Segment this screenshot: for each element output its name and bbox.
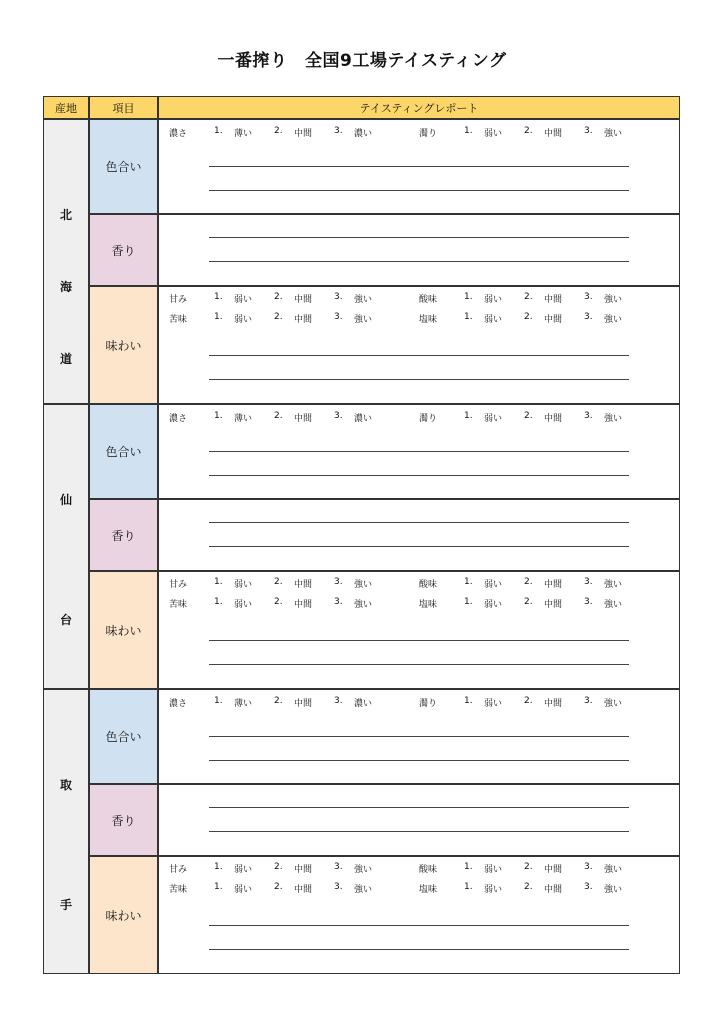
taste-option-o2[interactable]: 2. xyxy=(524,862,533,872)
aroma-write-line[interactable] xyxy=(209,522,629,523)
taste-option-o3[interactable]: 3. xyxy=(334,312,343,322)
report-taste[interactable] xyxy=(158,286,680,404)
taste-option-o2[interactable]: 2. xyxy=(524,577,533,587)
color-option-t3[interactable]: 濃い xyxy=(354,699,373,709)
color-option-o2[interactable]: 2. xyxy=(274,696,283,706)
taste-option-t2[interactable]: 中間 xyxy=(294,600,313,610)
color-option-o3[interactable]: 3. xyxy=(584,126,593,136)
item-taste: 味わい xyxy=(89,286,158,404)
color-option-t1[interactable]: 薄い xyxy=(234,414,253,424)
taste-option-t1[interactable]: 弱い xyxy=(234,600,253,610)
taste-option-t1[interactable]: 弱い xyxy=(484,600,503,610)
report-aroma[interactable] xyxy=(158,784,680,856)
taste-option-label: 苦味 xyxy=(169,885,188,895)
taste-option-label: 甘み xyxy=(169,295,188,305)
color-option-t2[interactable]: 中間 xyxy=(544,414,563,424)
taste-option-o3[interactable]: 3. xyxy=(334,292,343,302)
color-option-label: 濁り xyxy=(419,129,438,139)
taste-option-label: 塩味 xyxy=(419,885,438,895)
taste-option-o2[interactable]: 2. xyxy=(274,882,283,892)
taste-option-label: 酸味 xyxy=(419,295,438,305)
report-color[interactable] xyxy=(158,404,680,499)
item-aroma: 香り xyxy=(89,784,158,856)
taste-option-label: 甘み xyxy=(169,580,188,590)
color-option-t1[interactable]: 薄い xyxy=(234,129,253,139)
item-aroma: 香り xyxy=(89,499,158,571)
region-char: 仙 xyxy=(59,493,72,507)
color-option-t1[interactable]: 薄い xyxy=(234,699,253,709)
tasting-sheet xyxy=(43,96,680,975)
color-option-label: 濃さ xyxy=(169,414,188,424)
taste-option-o1[interactable]: 1. xyxy=(464,597,473,607)
color-write-line[interactable] xyxy=(209,760,629,761)
taste-option-t3[interactable]: 強い xyxy=(354,580,373,590)
region-char: 台 xyxy=(59,613,72,627)
taste-option-t3[interactable]: 強い xyxy=(604,885,623,895)
aroma-write-line[interactable] xyxy=(209,546,629,547)
color-option-o2[interactable]: 2. xyxy=(274,411,283,421)
taste-option-t3[interactable]: 強い xyxy=(354,295,373,305)
report-color[interactable] xyxy=(158,689,680,784)
item-color: 色合い xyxy=(89,119,158,214)
color-option-o1[interactable]: 1. xyxy=(464,126,473,136)
region-char: 道 xyxy=(59,352,72,366)
taste-option-o2[interactable]: 2. xyxy=(524,292,533,302)
color-option-label: 濃さ xyxy=(169,699,188,709)
taste-option-t1[interactable]: 弱い xyxy=(484,315,503,325)
color-write-line[interactable] xyxy=(209,166,629,167)
taste-option-label: 塩味 xyxy=(419,600,438,610)
color-write-line[interactable] xyxy=(209,736,629,737)
region-char: 北 xyxy=(59,208,72,222)
taste-option-t1[interactable]: 弱い xyxy=(234,295,253,305)
taste-option-t1[interactable]: 弱い xyxy=(234,315,253,325)
taste-option-o3[interactable]: 3. xyxy=(584,597,593,607)
item-taste: 味わい xyxy=(89,856,158,974)
taste-option-t2[interactable]: 中間 xyxy=(544,865,563,875)
taste-option-t2[interactable]: 中間 xyxy=(294,315,313,325)
taste-option-label: 甘み xyxy=(169,865,188,875)
taste-option-label: 苦味 xyxy=(169,600,188,610)
taste-option-t3[interactable]: 強い xyxy=(354,600,373,610)
taste-option-o3[interactable]: 3. xyxy=(584,882,593,892)
taste-option-t1[interactable]: 弱い xyxy=(484,865,503,875)
taste-write-line[interactable] xyxy=(209,355,629,356)
color-option-o1[interactable]: 1. xyxy=(214,126,223,136)
taste-option-o2[interactable]: 2. xyxy=(274,597,283,607)
color-option-o3[interactable]: 3. xyxy=(584,411,593,421)
taste-option-t3[interactable]: 強い xyxy=(604,580,623,590)
color-option-t1[interactable]: 弱い xyxy=(484,699,503,709)
taste-write-line[interactable] xyxy=(209,664,629,665)
taste-option-o2[interactable]: 2. xyxy=(274,292,283,302)
color-option-o2[interactable]: 2. xyxy=(274,126,283,136)
taste-option-t2[interactable]: 中間 xyxy=(544,600,563,610)
region-char: 取 xyxy=(59,778,72,792)
taste-option-t3[interactable]: 強い xyxy=(354,885,373,895)
taste-option-o3[interactable]: 3. xyxy=(334,597,343,607)
taste-option-t1[interactable]: 弱い xyxy=(484,580,503,590)
taste-option-o1[interactable]: 1. xyxy=(214,577,223,587)
taste-option-t1[interactable]: 弱い xyxy=(484,295,503,305)
taste-option-o3[interactable]: 3. xyxy=(584,312,593,322)
page-title: 一番搾り 全国9工場テイスティング xyxy=(217,51,507,71)
aroma-write-line[interactable] xyxy=(209,237,629,238)
taste-option-t2[interactable]: 中間 xyxy=(294,295,313,305)
report-color[interactable] xyxy=(158,119,680,214)
taste-option-o1[interactable]: 1. xyxy=(464,292,473,302)
taste-option-t2[interactable]: 中間 xyxy=(544,315,563,325)
color-option-t2[interactable]: 中間 xyxy=(544,699,563,709)
taste-option-o2[interactable]: 2. xyxy=(524,312,533,322)
taste-option-label: 酸味 xyxy=(419,580,438,590)
taste-option-o2[interactable]: 2. xyxy=(274,862,283,872)
taste-option-o1[interactable]: 1. xyxy=(464,882,473,892)
taste-option-t2[interactable]: 中間 xyxy=(544,580,563,590)
taste-option-t1[interactable]: 弱い xyxy=(234,580,253,590)
color-option-t3[interactable]: 濃い xyxy=(354,414,373,424)
aroma-write-line[interactable] xyxy=(209,831,629,832)
taste-option-t1[interactable]: 弱い xyxy=(234,865,253,875)
aroma-write-line[interactable] xyxy=(209,807,629,808)
taste-write-line[interactable] xyxy=(209,925,629,926)
color-option-label: 濃さ xyxy=(169,129,188,139)
color-option-o3[interactable]: 3. xyxy=(334,126,343,136)
taste-option-t1[interactable]: 弱い xyxy=(484,885,503,895)
taste-option-o1[interactable]: 1. xyxy=(214,292,223,302)
taste-option-t2[interactable]: 中間 xyxy=(294,580,313,590)
color-option-label: 濁り xyxy=(419,414,438,424)
color-option-t2[interactable]: 中間 xyxy=(544,129,563,139)
color-option-o2[interactable]: 2. xyxy=(524,411,533,421)
color-option-o2[interactable]: 2. xyxy=(524,696,533,706)
taste-option-o2[interactable]: 2. xyxy=(524,882,533,892)
taste-option-t3[interactable]: 強い xyxy=(604,295,623,305)
item-aroma: 香り xyxy=(89,214,158,286)
taste-option-o2[interactable]: 2. xyxy=(274,577,283,587)
taste-write-line[interactable] xyxy=(209,640,629,641)
color-option-t3[interactable]: 強い xyxy=(604,414,623,424)
report-taste[interactable] xyxy=(158,571,680,689)
taste-option-o3[interactable]: 3. xyxy=(584,292,593,302)
color-option-label: 濁り xyxy=(419,699,438,709)
taste-write-line[interactable] xyxy=(209,379,629,380)
header-region: 産地 xyxy=(43,96,89,119)
color-option-t1[interactable]: 弱い xyxy=(484,414,503,424)
taste-option-t2[interactable]: 中間 xyxy=(294,865,313,875)
taste-option-o3[interactable]: 3. xyxy=(584,862,593,872)
region-char: 海 xyxy=(59,280,72,294)
color-option-t1[interactable]: 弱い xyxy=(484,129,503,139)
taste-option-t3[interactable]: 強い xyxy=(604,865,623,875)
item-color: 色合い xyxy=(89,404,158,499)
taste-option-o1[interactable]: 1. xyxy=(214,312,223,322)
aroma-write-line[interactable] xyxy=(209,261,629,262)
taste-option-t3[interactable]: 強い xyxy=(354,315,373,325)
color-option-t2[interactable]: 中間 xyxy=(294,414,313,424)
color-option-t3[interactable]: 濃い xyxy=(354,129,373,139)
color-option-o1[interactable]: 1. xyxy=(214,696,223,706)
item-color: 色合い xyxy=(89,689,158,784)
color-option-o1[interactable]: 1. xyxy=(214,411,223,421)
color-option-t3[interactable]: 強い xyxy=(604,699,623,709)
color-option-o2[interactable]: 2. xyxy=(524,126,533,136)
taste-option-o1[interactable]: 1. xyxy=(214,882,223,892)
taste-option-o1[interactable]: 1. xyxy=(464,577,473,587)
color-option-o3[interactable]: 3. xyxy=(584,696,593,706)
taste-option-t2[interactable]: 中間 xyxy=(294,885,313,895)
report-taste[interactable] xyxy=(158,856,680,974)
region-char: 手 xyxy=(59,898,72,912)
color-option-o1[interactable]: 1. xyxy=(464,696,473,706)
color-write-line[interactable] xyxy=(209,451,629,452)
taste-option-t3[interactable]: 強い xyxy=(604,315,623,325)
taste-option-o1[interactable]: 1. xyxy=(464,312,473,322)
taste-option-o1[interactable]: 1. xyxy=(464,862,473,872)
taste-option-t2[interactable]: 中間 xyxy=(544,885,563,895)
taste-write-line[interactable] xyxy=(209,949,629,950)
taste-option-o2[interactable]: 2. xyxy=(524,597,533,607)
taste-option-label: 酸味 xyxy=(419,865,438,875)
taste-option-t3[interactable]: 強い xyxy=(354,865,373,875)
region-cell xyxy=(43,689,89,974)
taste-option-label: 苦味 xyxy=(169,315,188,325)
region-cell xyxy=(43,404,89,689)
region-cell xyxy=(43,119,89,404)
report-aroma[interactable] xyxy=(158,214,680,286)
taste-option-t3[interactable]: 強い xyxy=(604,600,623,610)
color-write-line[interactable] xyxy=(209,190,629,191)
item-taste: 味わい xyxy=(89,571,158,689)
color-option-t3[interactable]: 強い xyxy=(604,129,623,139)
taste-option-o1[interactable]: 1. xyxy=(214,862,223,872)
color-option-o1[interactable]: 1. xyxy=(464,411,473,421)
color-option-o3[interactable]: 3. xyxy=(334,696,343,706)
taste-option-o3[interactable]: 3. xyxy=(584,577,593,587)
color-option-t2[interactable]: 中間 xyxy=(294,129,313,139)
taste-option-t1[interactable]: 弱い xyxy=(234,885,253,895)
taste-option-o3[interactable]: 3. xyxy=(334,862,343,872)
report-aroma[interactable] xyxy=(158,499,680,571)
taste-option-o1[interactable]: 1. xyxy=(214,597,223,607)
color-option-o3[interactable]: 3. xyxy=(334,411,343,421)
taste-option-o3[interactable]: 3. xyxy=(334,577,343,587)
header-item: 項目 xyxy=(89,96,158,119)
taste-option-label: 塩味 xyxy=(419,315,438,325)
taste-option-o3[interactable]: 3. xyxy=(334,882,343,892)
taste-option-t2[interactable]: 中間 xyxy=(544,295,563,305)
color-option-t2[interactable]: 中間 xyxy=(294,699,313,709)
color-write-line[interactable] xyxy=(209,475,629,476)
header-report: テイスティングレポート xyxy=(158,96,680,119)
taste-option-o2[interactable]: 2. xyxy=(274,312,283,322)
